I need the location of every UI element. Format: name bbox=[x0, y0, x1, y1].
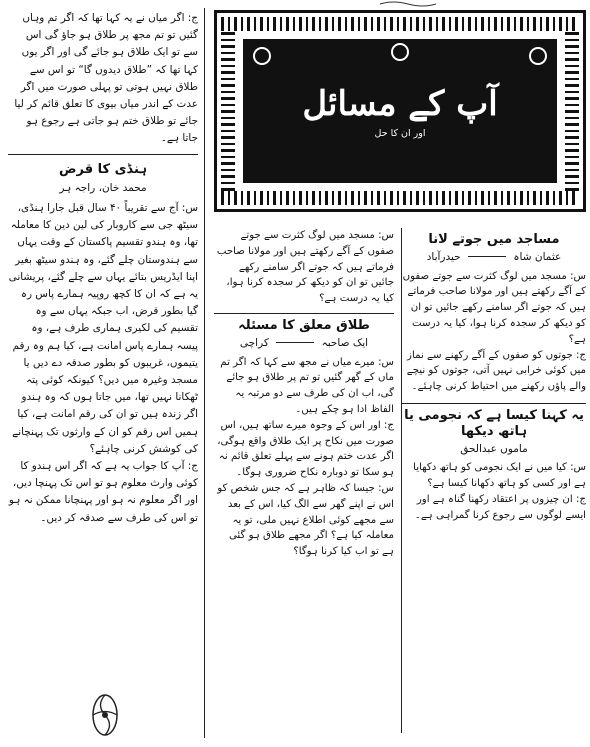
banner-border-bottom bbox=[221, 191, 579, 205]
continued-paragraph: س: مسجد میں لوگ کثرت سے جوتے صفوں کے آگے رکھتے ہیں اور مولانا صاحب فرماتے ہیں کہ جوتے اگر سامنے رکھے جائیں تو ان کو دیکھ کر سجدہ کرنا ہوا، کیا یہ درست ہے؟ bbox=[216, 230, 394, 305]
section-separator bbox=[8, 154, 198, 155]
section-title-hundi: ہنڈی کا قرض bbox=[59, 161, 147, 177]
section-separator bbox=[402, 403, 586, 404]
question-paragraph: س: میرے میاں نے مجھ سے کہا کہ اگر تم ماں کے گھر گئیں تو تم پر طلاق ہو جائے گی، اب ان کی طرف سے دو مرتبہ یہ الفاظ ادا ہو چکے ہیں۔ bbox=[220, 356, 394, 415]
banner-border-right bbox=[565, 31, 579, 191]
rosette-icon bbox=[529, 47, 547, 65]
question-paragraph: س: کیا میں نے ایک نجومی کو ہاتھ دکھایا ہے اور کسی کو ہاتھ دکھانا کیسا ہے؟ bbox=[413, 462, 586, 490]
section-author: محمد خان، راجہ ہر bbox=[59, 181, 147, 194]
banner-border-top bbox=[221, 17, 579, 31]
answer-paragraph: ج: آپ کا جواب یہ ہے کہ اگر اس ہندو کا کوئی وارث معلوم ہو تو اس تک پہنچا دیں، اور اگر معلوم نہ ہو اور پہنچانا ممکن نہ ہو تو اس کی طرف سے صدقہ کر دیں۔ bbox=[8, 460, 198, 524]
sub-column-right bbox=[402, 228, 586, 524]
answer-paragraph: ج: جوتوں کو صفوں کے آگے رکھنے سے نماز میں کوئی خرابی نہیں آتی، جوتوں کو نیچے والے پاؤں رکھنے میں احتیاط کرنی چاہئے۔ bbox=[406, 349, 586, 393]
answer-paragraph: ج: ان چیزوں پر اعتقاد رکھنا گناہ ہے اور ایسے لوگوں سے رجوع کرنا گمراہی ہے۔ bbox=[414, 493, 586, 521]
question-paragraph: س: آج سے تقریباً ۴۰ سال قبل جارا ہنڈی، سیٹھ جی سے کاروبار کی لین دین کا معاملہ تھا، وہ ہندو تقسیم پاکستان کے وقت یہاں سے ہندوستان چلے گئے، وہ ہندو سیٹھ بغیر اپنا ایڈریس بتائے یہاں سے چلے گئے، پریشانی یہ ہے کہ ان کا کچھ روپیہ ہمارے پاس رہ گیا بطور قرض، اب جبکہ یہاں سے وہ تقسیم کی لکیری ہماری طرف ہے، وہ پیسہ ہمارے پاس امانت ہے، کیا ہم وہ رقم یتیموں، غریبوں کو بطور صدقہ دے دیں یا مسجد وغیرہ میں دیں؟ کیونکہ کوئی پتہ ٹھکانا نہیں تھا، میں جاتا ہوں کہ وہ ہندو اگر زندہ ہیں تو ان کی رقم امانت ہے، کیا ہمیں اس رقم کو ان کے وارثوں تک پہنچانے کی کوشش کرنی چاہئے؟ bbox=[8, 202, 198, 455]
question-paragraph: س: مسجد میں لوگ کثرت سے جوتے صفوں کے آگے رکھتے ہیں اور مولانا صاحب فرماتے ہیں کہ جوتے اگر سامنے رکھے جائیں تو ان کو دیکھ کر سجدہ کرنا ہوا، کیا یہ درست ہے؟ bbox=[402, 270, 586, 345]
sub-column-divider bbox=[401, 228, 402, 733]
section-title-talaq: طلاق معلق کا مسئلہ bbox=[238, 317, 370, 333]
section-byline bbox=[214, 336, 394, 352]
author-location: کراچی bbox=[239, 336, 269, 349]
right-content-area bbox=[214, 228, 586, 733]
column-divider bbox=[204, 8, 205, 738]
intro-paragraph: ج: اگر میاں نے یہ کہا تھا کہ اگر تم وہاں گئیں تو تم مجھ پر طلاق ہو جاؤ گی اس سے تو ایک طلاق ہو جائے گی اور اگر یوں کہا تھا کہ ”طلاق دیدوں گا“ تو اس سے طلاق نہیں ہوتی تو پہلی صورت میں اگر عدت کے اندر میاں بیوی کا تعلق قائم کر لیا جائے تو طلاق ختم ہو جاتی ہے رجوع ہو جاتا ہے۔ bbox=[14, 12, 198, 145]
answer-paragraph: ج: اور اس کے وجوہ میرے ساتھ ہیں، اس صورت میں نکاح پر ایک طلاق واقع ہوگی، اگر عدت ختم ہونے سے پہلے تعلق قائم نہ ہو سکا تو دوبارہ نکاح ضروری ہوگا۔ bbox=[217, 419, 394, 479]
section-title-najoomi: یہ کہنا کیسا ہے کہ نجومی یا ہاتھ دیکھا bbox=[404, 407, 584, 439]
rosette-icon bbox=[391, 43, 409, 61]
author-name: عثمان شاہ bbox=[513, 250, 562, 263]
banner-panel bbox=[243, 39, 557, 183]
author-name: ایک صاحبہ bbox=[321, 336, 369, 349]
banner-subtitle: اور ان کا حل bbox=[374, 128, 426, 139]
banner-title: آپ کے مسائل bbox=[302, 84, 498, 124]
sub-column-left bbox=[214, 228, 394, 560]
left-column bbox=[8, 10, 198, 527]
section-byline bbox=[402, 250, 586, 266]
banner-border-left bbox=[221, 31, 235, 191]
top-flourish-ornament bbox=[378, 0, 438, 8]
rosette-icon bbox=[253, 47, 271, 65]
section-title-masajid: مساجد میں جوتے لانا bbox=[428, 232, 560, 247]
question-paragraph: س: جیسا کہ ظاہر ہے کہ جس شخص کو اس نے اپنے گھر سے الگ کیا، اس کے بعد سے مجھے کوئی اطلاع نہیں ملی، تو یہ معاملہ کیا ہے؟ اگر مجھے طلاق ہو گئی ہے تو اب کیا کرنا ہوگا؟ bbox=[217, 482, 394, 558]
author-location: حیدرآباد bbox=[426, 250, 461, 263]
section-banner bbox=[214, 10, 586, 212]
section-separator bbox=[214, 313, 394, 314]
section-byline bbox=[402, 442, 586, 458]
author-name: ماموں عبدالحق bbox=[460, 442, 528, 455]
floral-ornament-icon bbox=[88, 690, 122, 740]
